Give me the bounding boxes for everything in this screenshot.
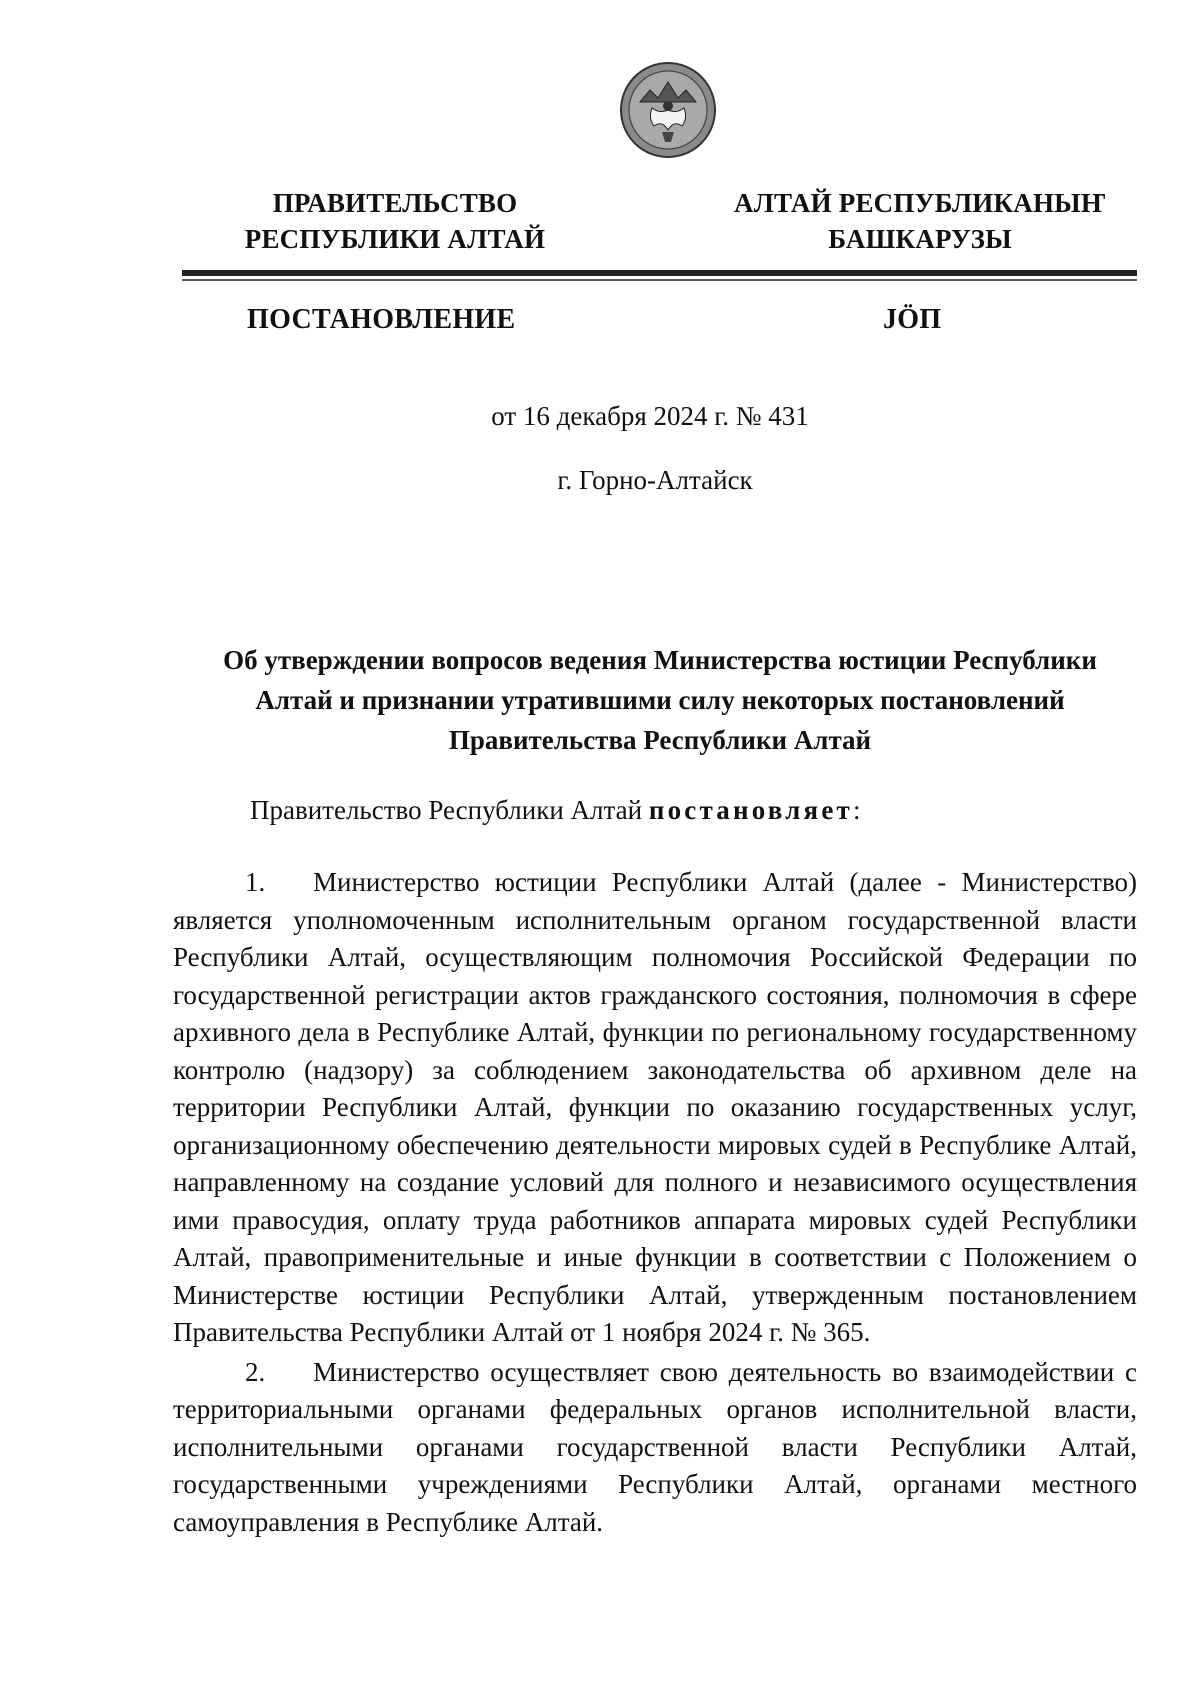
org-left-line-2: РЕСПУБЛИКИ АЛТАЙ xyxy=(244,224,546,254)
paragraph-1 xyxy=(173,864,1137,1352)
document-title xyxy=(175,640,1145,760)
document-city: г. Горно-Алтайск xyxy=(557,465,753,495)
paragraph-text: Министерство осуществляет свою деятельность во взаимодействии с территориальными органами федеральных органов исполнительной власти, исполнительными органами государственной власти Республики Алтай, государственными учреждениями Республики Алтай, органами местного самоуправления в Республике Алтай. xyxy=(173,1356,1137,1537)
paragraph-number: 2. xyxy=(245,1356,266,1387)
title-line-2: Алтай и признании утратившими силу некоторых постановлений xyxy=(255,685,1065,715)
org-left-line-1: ПРАВИТЕЛЬСТВО xyxy=(272,188,518,218)
paragraph-text: Министерство юстиции Республики Алтай (далее - Министерство) является уполномоченным исполнительным органом государственной власти Республики Алтай, осуществляющим полномочия Российской Федерации по государственной регистрации актов гражданского состояния, полномочия в сфере архивного дела в Республике Алтай, функции по региональному государственному контролю (надзору) за соблюдением законодательства об архивном деле на территории Республики Алтай, функции по оказанию государственных услуг, организационному обеспечению деятельности мировых судей в Республике Алтай, направленному на создание условий для полного и независимого осуществления ими правосудия, оплату труда работников аппарата мировых судей Республики Алтай, правоприменительные и иные функции в соответствии с Положением о Министерстве юстиции Республики Алтай, утвержденным постановлением Правительства Республики Алтай от 1 ноября 2024 г. № 365. xyxy=(173,867,1137,1347)
title-line-1: Об утверждении вопросов ведения Министерства юстиции Республики xyxy=(223,645,1097,675)
coat-of-arms-emblem xyxy=(618,60,718,160)
document-type-russian: ПОСТАНОВЛЕНИЕ xyxy=(247,304,516,335)
org-right-line-2: БАШКАРУЗЫ xyxy=(828,224,1012,254)
title-line-3: Правительства Республики Алтай xyxy=(448,725,872,755)
header-divider-thin xyxy=(182,279,1137,281)
paragraph-2 xyxy=(173,1354,1137,1542)
preamble-action: постановляет xyxy=(648,795,853,825)
preamble-suffix: : xyxy=(853,795,861,825)
paragraph-number: 1. xyxy=(245,867,266,897)
document-body xyxy=(173,864,1137,1543)
government-name-altai xyxy=(710,185,1130,257)
preamble-text: Правительство Республики Алтай xyxy=(250,795,649,825)
preamble xyxy=(250,792,861,828)
document-date-number: от 16 декабря 2024 г. № 431 xyxy=(491,401,809,431)
document-type-altai: JÖП xyxy=(883,304,942,335)
org-right-line-1: АЛТАЙ РЕСПУБЛИКАНЫҤ xyxy=(734,188,1106,218)
government-name-russian xyxy=(215,185,575,257)
header-divider-thick xyxy=(182,270,1137,276)
